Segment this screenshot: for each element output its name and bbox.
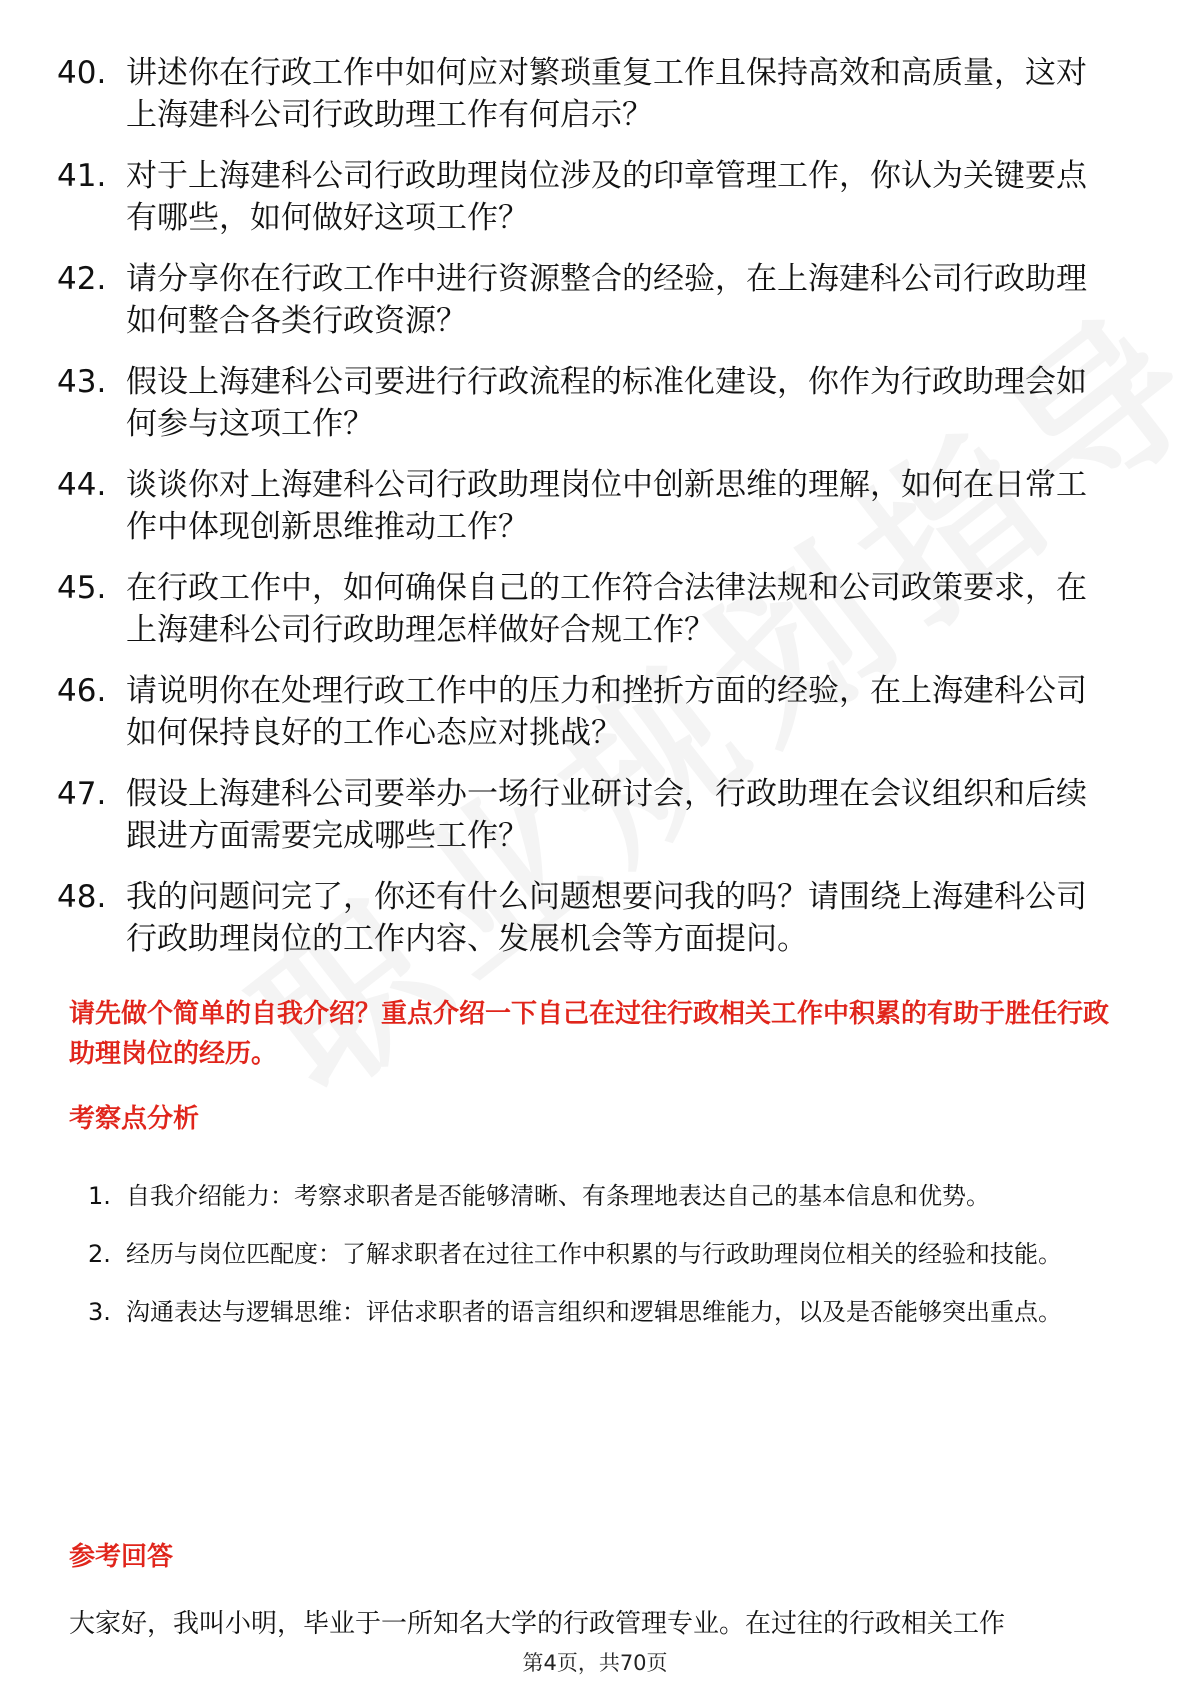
list-item bbox=[88, 1168, 1118, 1224]
list-item bbox=[57, 773, 1117, 857]
analysis-heading: 考察点分析 bbox=[69, 1104, 200, 1134]
page-footer: 第4页，共70页 bbox=[522, 1651, 668, 1675]
list-item bbox=[57, 876, 1117, 960]
question-number: 40. bbox=[57, 55, 107, 91]
list-item bbox=[57, 464, 1117, 548]
analysis-number: 3. bbox=[88, 1298, 111, 1326]
list-item bbox=[57, 361, 1117, 445]
analysis-number: 1. bbox=[88, 1182, 111, 1210]
answer-text: 大家好，我叫小明，毕业于一所知名大学的行政管理专业。在过往的行政相关工作 bbox=[69, 1609, 1006, 1639]
question-text: 我的问题问完了，你还有什么问题想要问我的吗？请围绕上海建科公司行政助理岗位的工作内容、发展机会等方面提问。 bbox=[126, 879, 1087, 957]
question-list bbox=[57, 52, 1117, 979]
question-text: 请说明你在处理行政工作中的压力和挫折方面的经验，在上海建科公司如何保持良好的工作心态应对挑战？ bbox=[126, 673, 1087, 751]
list-item bbox=[88, 1284, 1118, 1340]
analysis-text: 自我介绍能力：考察求职者是否能够清晰、有条理地表达自己的基本信息和优势。 bbox=[126, 1182, 990, 1210]
question-number: 46. bbox=[57, 673, 107, 709]
list-item bbox=[57, 567, 1117, 651]
question-text: 对于上海建科公司行政助理岗位涉及的印章管理工作，你认为关键要点有哪些，如何做好这项工作？ bbox=[126, 158, 1087, 236]
question-text: 假设上海建科公司要进行行政流程的标准化建设，你作为行政助理会如何参与这项工作？ bbox=[126, 364, 1087, 442]
question-text: 假设上海建科公司要举办一场行业研讨会，行政助理在会议组织和后续跟进方面需要完成哪些工作？ bbox=[126, 776, 1087, 854]
question-number: 45. bbox=[57, 570, 107, 606]
list-item bbox=[57, 258, 1117, 342]
answer-heading: 参考回答 bbox=[69, 1542, 174, 1572]
question-number: 44. bbox=[57, 467, 107, 503]
question-number: 43. bbox=[57, 364, 107, 400]
list-item bbox=[57, 52, 1117, 136]
question-text: 请分享你在行政工作中进行资源整合的经验，在上海建科公司行政助理如何整合各类行政资源？ bbox=[126, 261, 1087, 339]
question-number: 41. bbox=[57, 158, 107, 194]
analysis-text: 经历与岗位匹配度：了解求职者在过往工作中积累的与行政助理岗位相关的经验和技能。 bbox=[126, 1240, 1062, 1268]
analysis-number: 2. bbox=[88, 1240, 111, 1268]
featured-question: 请先做个简单的自我介绍？重点介绍一下自己在过往行政相关工作中积累的有助于胜任行政助理岗位的经历。 bbox=[69, 999, 1110, 1069]
question-number: 47. bbox=[57, 776, 107, 812]
list-item bbox=[57, 155, 1117, 239]
analysis-list bbox=[88, 1168, 1118, 1342]
question-text: 谈谈你对上海建科公司行政助理岗位中创新思维的理解，如何在日常工作中体现创新思维推动工作？ bbox=[126, 467, 1087, 545]
question-text: 在行政工作中，如何确保自己的工作符合法律法规和公司政策要求，在上海建科公司行政助理怎样做好合规工作？ bbox=[126, 570, 1087, 648]
question-text: 讲述你在行政工作中如何应对繁琐重复工作且保持高效和高质量，这对上海建科公司行政助理工作有何启示？ bbox=[126, 55, 1087, 133]
list-item bbox=[88, 1226, 1118, 1282]
question-number: 42. bbox=[57, 261, 107, 297]
list-item bbox=[57, 670, 1117, 754]
question-number: 48. bbox=[57, 879, 107, 915]
analysis-text: 沟通表达与逻辑思维：评估求职者的语言组织和逻辑思维能力，以及是否能够突出重点。 bbox=[126, 1298, 1062, 1326]
